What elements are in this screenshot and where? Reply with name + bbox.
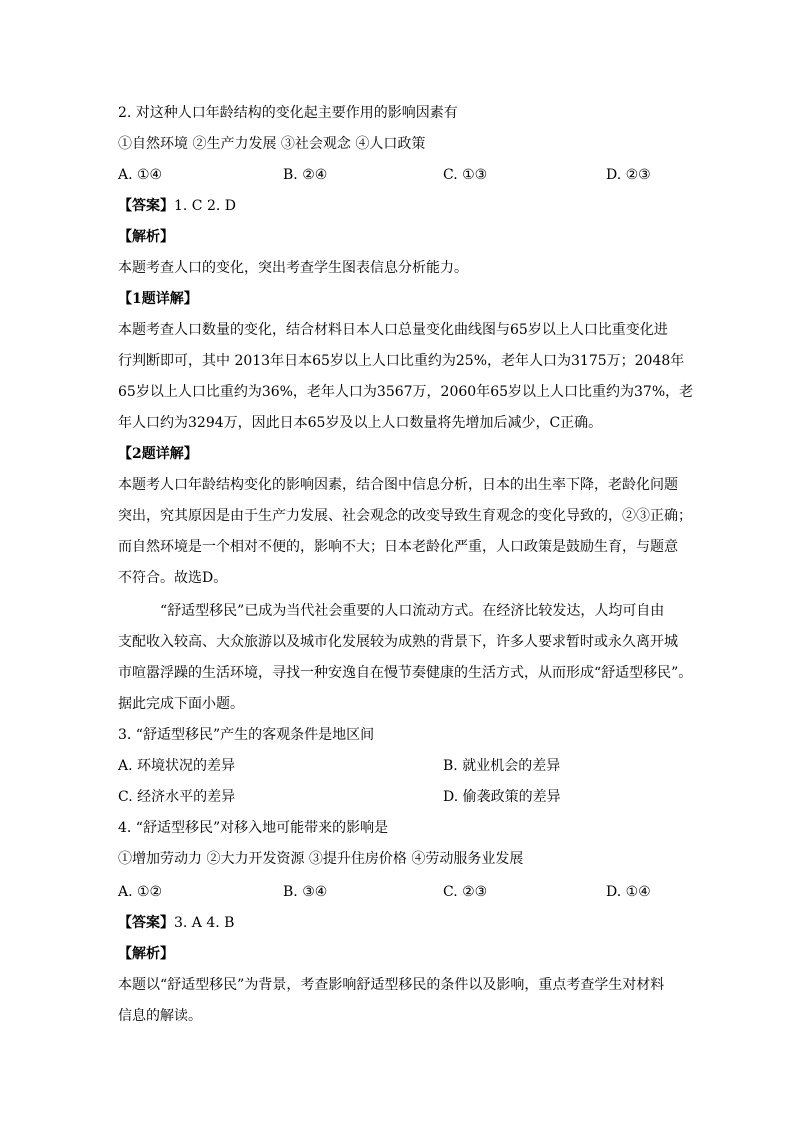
- q3-option-c: C. 经济水平的差异: [118, 789, 236, 805]
- detail-1-label: 【1题详解】: [118, 291, 198, 307]
- q4-option-b: B. ③④: [283, 884, 328, 900]
- q4-option-d: D. ①④: [606, 884, 651, 900]
- detail-1-line: 行判断即可，其中 2013年日本65岁以上人口比重约为25%，老年人口为3175万；2048年: [118, 353, 685, 369]
- answer-block-2: [118, 913, 678, 933]
- analysis-text-1: 本题考查人口的变化，突出考查学生图表信息分析能力。: [118, 260, 468, 276]
- material-line: 支配收入较高、大众旅游以及城市化发展较为成熟的背景下，许多人要求暂时或永久离开城: [118, 634, 678, 650]
- detail-2-line: 本题考人口年龄结构变化的影响因素，结合图中信息分析，日本的出生率下降，老龄化问题: [118, 477, 678, 493]
- answer-text: 1. C 2. D: [174, 198, 237, 214]
- detail-2-label: 【2题详解】: [118, 446, 198, 462]
- material-line: “舒适型移民”已成为当代社会重要的人口流动方式。在经济比较发达，人均可自由: [160, 603, 665, 619]
- q3-stem: 3. “舒适型移民”产生的客观条件是地区间: [118, 727, 375, 743]
- answer-label: 【答案】: [118, 915, 174, 931]
- material-line: 市喧嚣浮躁的生活环境，寻找一种安逸自在慢节奏健康的生活方式，从而形成“舒适型移民”。: [118, 665, 693, 681]
- q2-option-c: C. ①③: [443, 167, 488, 183]
- analysis-label-1: 【解析】: [118, 229, 174, 245]
- answer-label: 【答案】: [118, 198, 174, 214]
- q2-stem: 2. 对这种人口年龄结构的变化起主要作用的影响因素有: [118, 105, 458, 121]
- detail-2-line: 不符合。故选D。: [118, 570, 228, 586]
- q2-option-a: A. ①④: [118, 167, 163, 183]
- q4-stem: 4. “舒适型移民”对移入地可能带来的影响是: [118, 820, 389, 836]
- detail-1-line: 年人口约为3294万，因此日本65岁及以上人口数量将先增加后减少，C正确。: [118, 415, 603, 431]
- q2-option-d: D. ②③: [606, 167, 651, 183]
- q4-option-a: A. ①②: [118, 884, 163, 900]
- detail-1-line: 本题考查人口数量的变化，结合材料日本人口总量变化曲线图与65岁以上人口比重变化进: [118, 322, 668, 338]
- q3-option-a: A. 环境状况的差异: [118, 758, 236, 774]
- q2-items: ①自然环境 ②生产力发展 ③社会观念 ④人口政策: [118, 136, 426, 152]
- q2-option-b: B. ②④: [283, 167, 328, 183]
- analysis-2-line: 信息的解读。: [118, 1008, 202, 1024]
- material-line: 据此完成下面小题。: [118, 696, 244, 712]
- analysis-2-line: 本题以“舒适型移民”为背景，考查影响舒适型移民的条件以及影响，重点考查学生对材料: [118, 977, 665, 993]
- detail-2-line: 突出，究其原因是由于生产力发展、社会观念的改变导致生育观念的变化导致的，②③正确；: [118, 508, 692, 524]
- answer-block-1: [118, 196, 678, 216]
- detail-2-line: 而自然环境是一个相对不便的，影响不大；日本老龄化严重，人口政策是鼓励生育，与题意: [118, 539, 678, 555]
- q3-option-d: D. 偷袭政策的差异: [443, 789, 561, 805]
- q3-option-b: B. 就业机会的差异: [443, 758, 561, 774]
- answer-text: 3. A 4. B: [174, 915, 235, 931]
- q4-option-c: C. ②③: [443, 884, 488, 900]
- analysis-label-2: 【解析】: [118, 946, 174, 962]
- q4-items: ①增加劳动力 ②大力开发资源 ③提升住房价格 ④劳动服务业发展: [118, 851, 524, 867]
- detail-1-line: 65岁以上人口比重约为36%，老年人口为3567万，2060年65岁以上人口比重约为37%，老: [118, 384, 694, 400]
